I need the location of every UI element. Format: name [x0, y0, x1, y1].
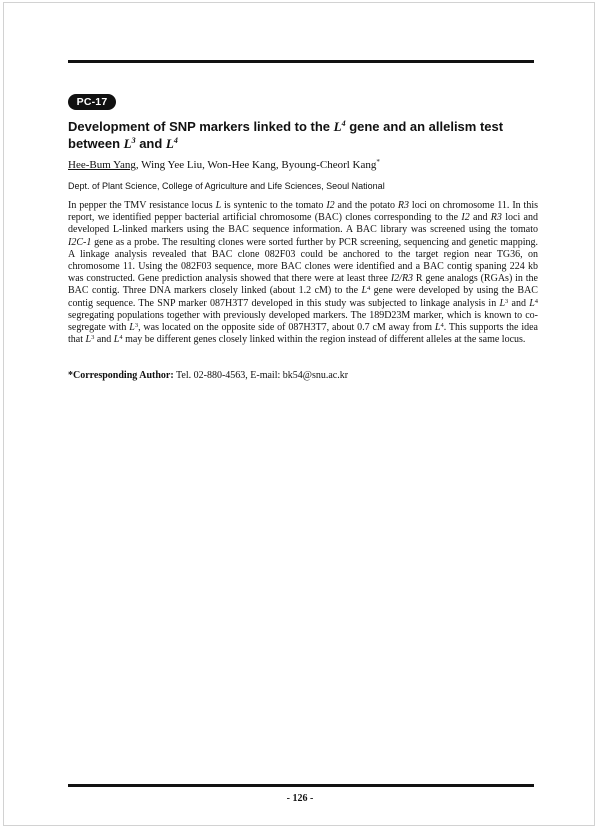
corresponding-author-mark: *: [376, 158, 380, 166]
bottom-rule: [68, 784, 534, 787]
top-rule: [68, 60, 534, 63]
corresponding-author-contact: Tel. 02-880-4563, E-mail: bk54@snu.ac.kr: [173, 370, 349, 381]
title-gene-l4: $L^4$: [333, 119, 346, 134]
presenting-author: Hee-Bum Yang: [68, 159, 136, 171]
title-gene-l3: $L^3$: [123, 136, 136, 151]
paper-title: [68, 118, 538, 152]
abstract-body: In pepper the TMV resistance locus L is syntenic to the tomato I2 and the potato R3 loci on chromosome 11. In this report, we identified pepper bacterial artificial chromosome (BAC) clones corresponding to the I2 and R3 loci and developed L-linked markers using the BAC sequence information. A BAC library was screened using the tomato I2C-1 gene as a probe. The resulting clones were sorted further by PCR screening, sequencing and genetic mapping. A linkage analysis revealed that BAC clone 082F03 could be anchored to the target region near TG36, on chromosome 11. Using the 082F03 sequence, more BAC clones were identified and a BAC contig spaning 224 kb was constructed. Gene prediction analysis showed that there were at least three I2/R3 R gene analogs (RGAs) in the BAC contig. Three DNA markers closely linked (about 1.2 cM) to the $L^4$ gene were developed by using the BAC contig sequence. The SNP marker 087H3T7 developed in this study was subjected to linkage analysis in $L^3$ and $L^4$ segregating populations together with previously developed markers. The 189D23M marker, which is known to co-segregate with $L^3$, was located on the opposite side of 087H3T7, about 0.7 cM away from $L^4$. This supports the idea that $L^3$ and $L^4$ may be different genes closely linked within the region instead of different alleles at the same locus.: [68, 200, 539, 346]
author-list: [68, 158, 380, 172]
title-text-2: gene and an allelism test between: [68, 119, 504, 151]
affiliation: Dept. of Plant Science, College of Agriculture and Life Sciences, Seoul National: [68, 181, 385, 191]
title-gene-l4-second: $L^4$: [165, 136, 178, 151]
corresponding-author-info: [68, 370, 348, 382]
co-authors: , Wing Yee Liu, Won-Hee Kang, Byoung-Cheorl Kang: [135, 159, 377, 171]
title-text-1: Development of SNP markers linked to the: [68, 119, 334, 134]
corresponding-author-label: *Corresponding Author:: [68, 370, 174, 381]
title-text-3: and: [135, 136, 166, 151]
page-number: - 126 -: [286, 793, 314, 804]
session-badge: PC-17: [68, 94, 116, 110]
